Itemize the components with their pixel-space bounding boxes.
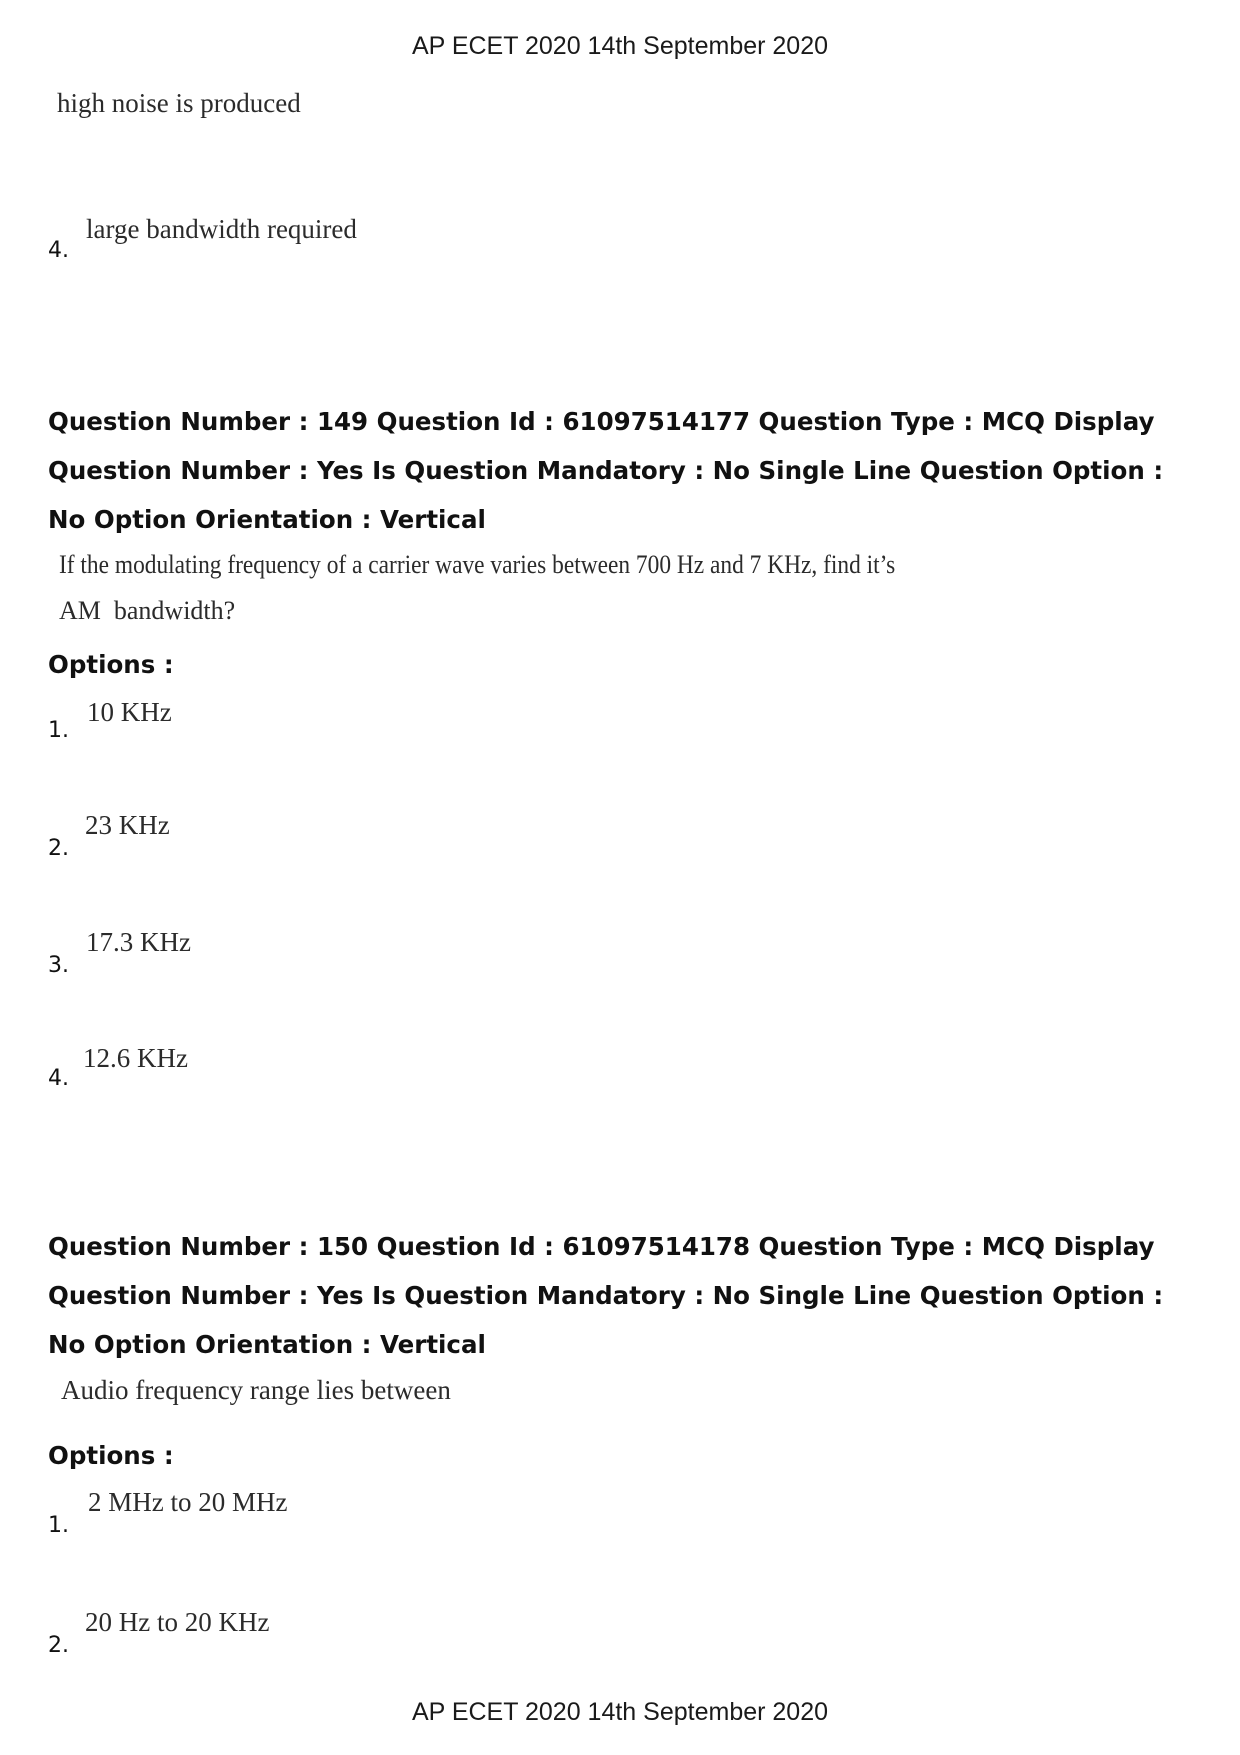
q150-option-2-number: 2. bbox=[48, 1633, 69, 1658]
option-3-text: high noise is produced bbox=[57, 88, 301, 118]
q149-option-2-text: 23 KHz bbox=[85, 810, 170, 840]
q150-option-2-text: 20 Hz to 20 KHz bbox=[85, 1607, 270, 1637]
q150-option-1-text: 2 MHz to 20 MHz bbox=[88, 1487, 288, 1517]
question-149-options-label: Options : bbox=[48, 650, 174, 679]
question-149-text-line1: If the modulating frequency of a carrier wave varies between 700 Hz and 7 KHz, find it’s bbox=[59, 550, 896, 579]
question-149-text-line2: AM bandwidth? bbox=[59, 596, 236, 625]
q149-option-4-text: 12.6 KHz bbox=[83, 1043, 188, 1073]
q149-option-1-text: 10 KHz bbox=[87, 697, 172, 727]
page-footer: AP ECET 2020 14th September 2020 bbox=[411, 1698, 829, 1726]
question-150-text: Audio frequency range lies between bbox=[61, 1375, 451, 1405]
q149-option-4-number: 4. bbox=[48, 1066, 69, 1091]
option-4-number: 4. bbox=[48, 238, 69, 263]
question-150-options-label: Options : bbox=[48, 1441, 174, 1470]
q150-option-1-number: 1. bbox=[48, 1513, 69, 1538]
question-150-header: Question Number : 150 Question Id : 61097514178 Question Type : MCQ Display Question Number : Yes Is Question Mandatory : No Single Line Question Option : No Option Orientation : Vertical bbox=[48, 1232, 1164, 1359]
q149-option-2-number: 2. bbox=[48, 836, 69, 861]
option-4-text: large bandwidth required bbox=[86, 214, 357, 244]
q149-option-3-number: 3. bbox=[48, 953, 69, 978]
q149-option-1-number: 1. bbox=[48, 718, 69, 743]
q149-option-3-text: 17.3 KHz bbox=[86, 927, 191, 957]
page-header: AP ECET 2020 14th September 2020 bbox=[411, 32, 829, 60]
question-149-header: Question Number : 149 Question Id : 61097514177 Question Type : MCQ Display Question Number : Yes Is Question Mandatory : No Single Line Question Option : No Option Orientation : Vertical bbox=[48, 407, 1164, 534]
